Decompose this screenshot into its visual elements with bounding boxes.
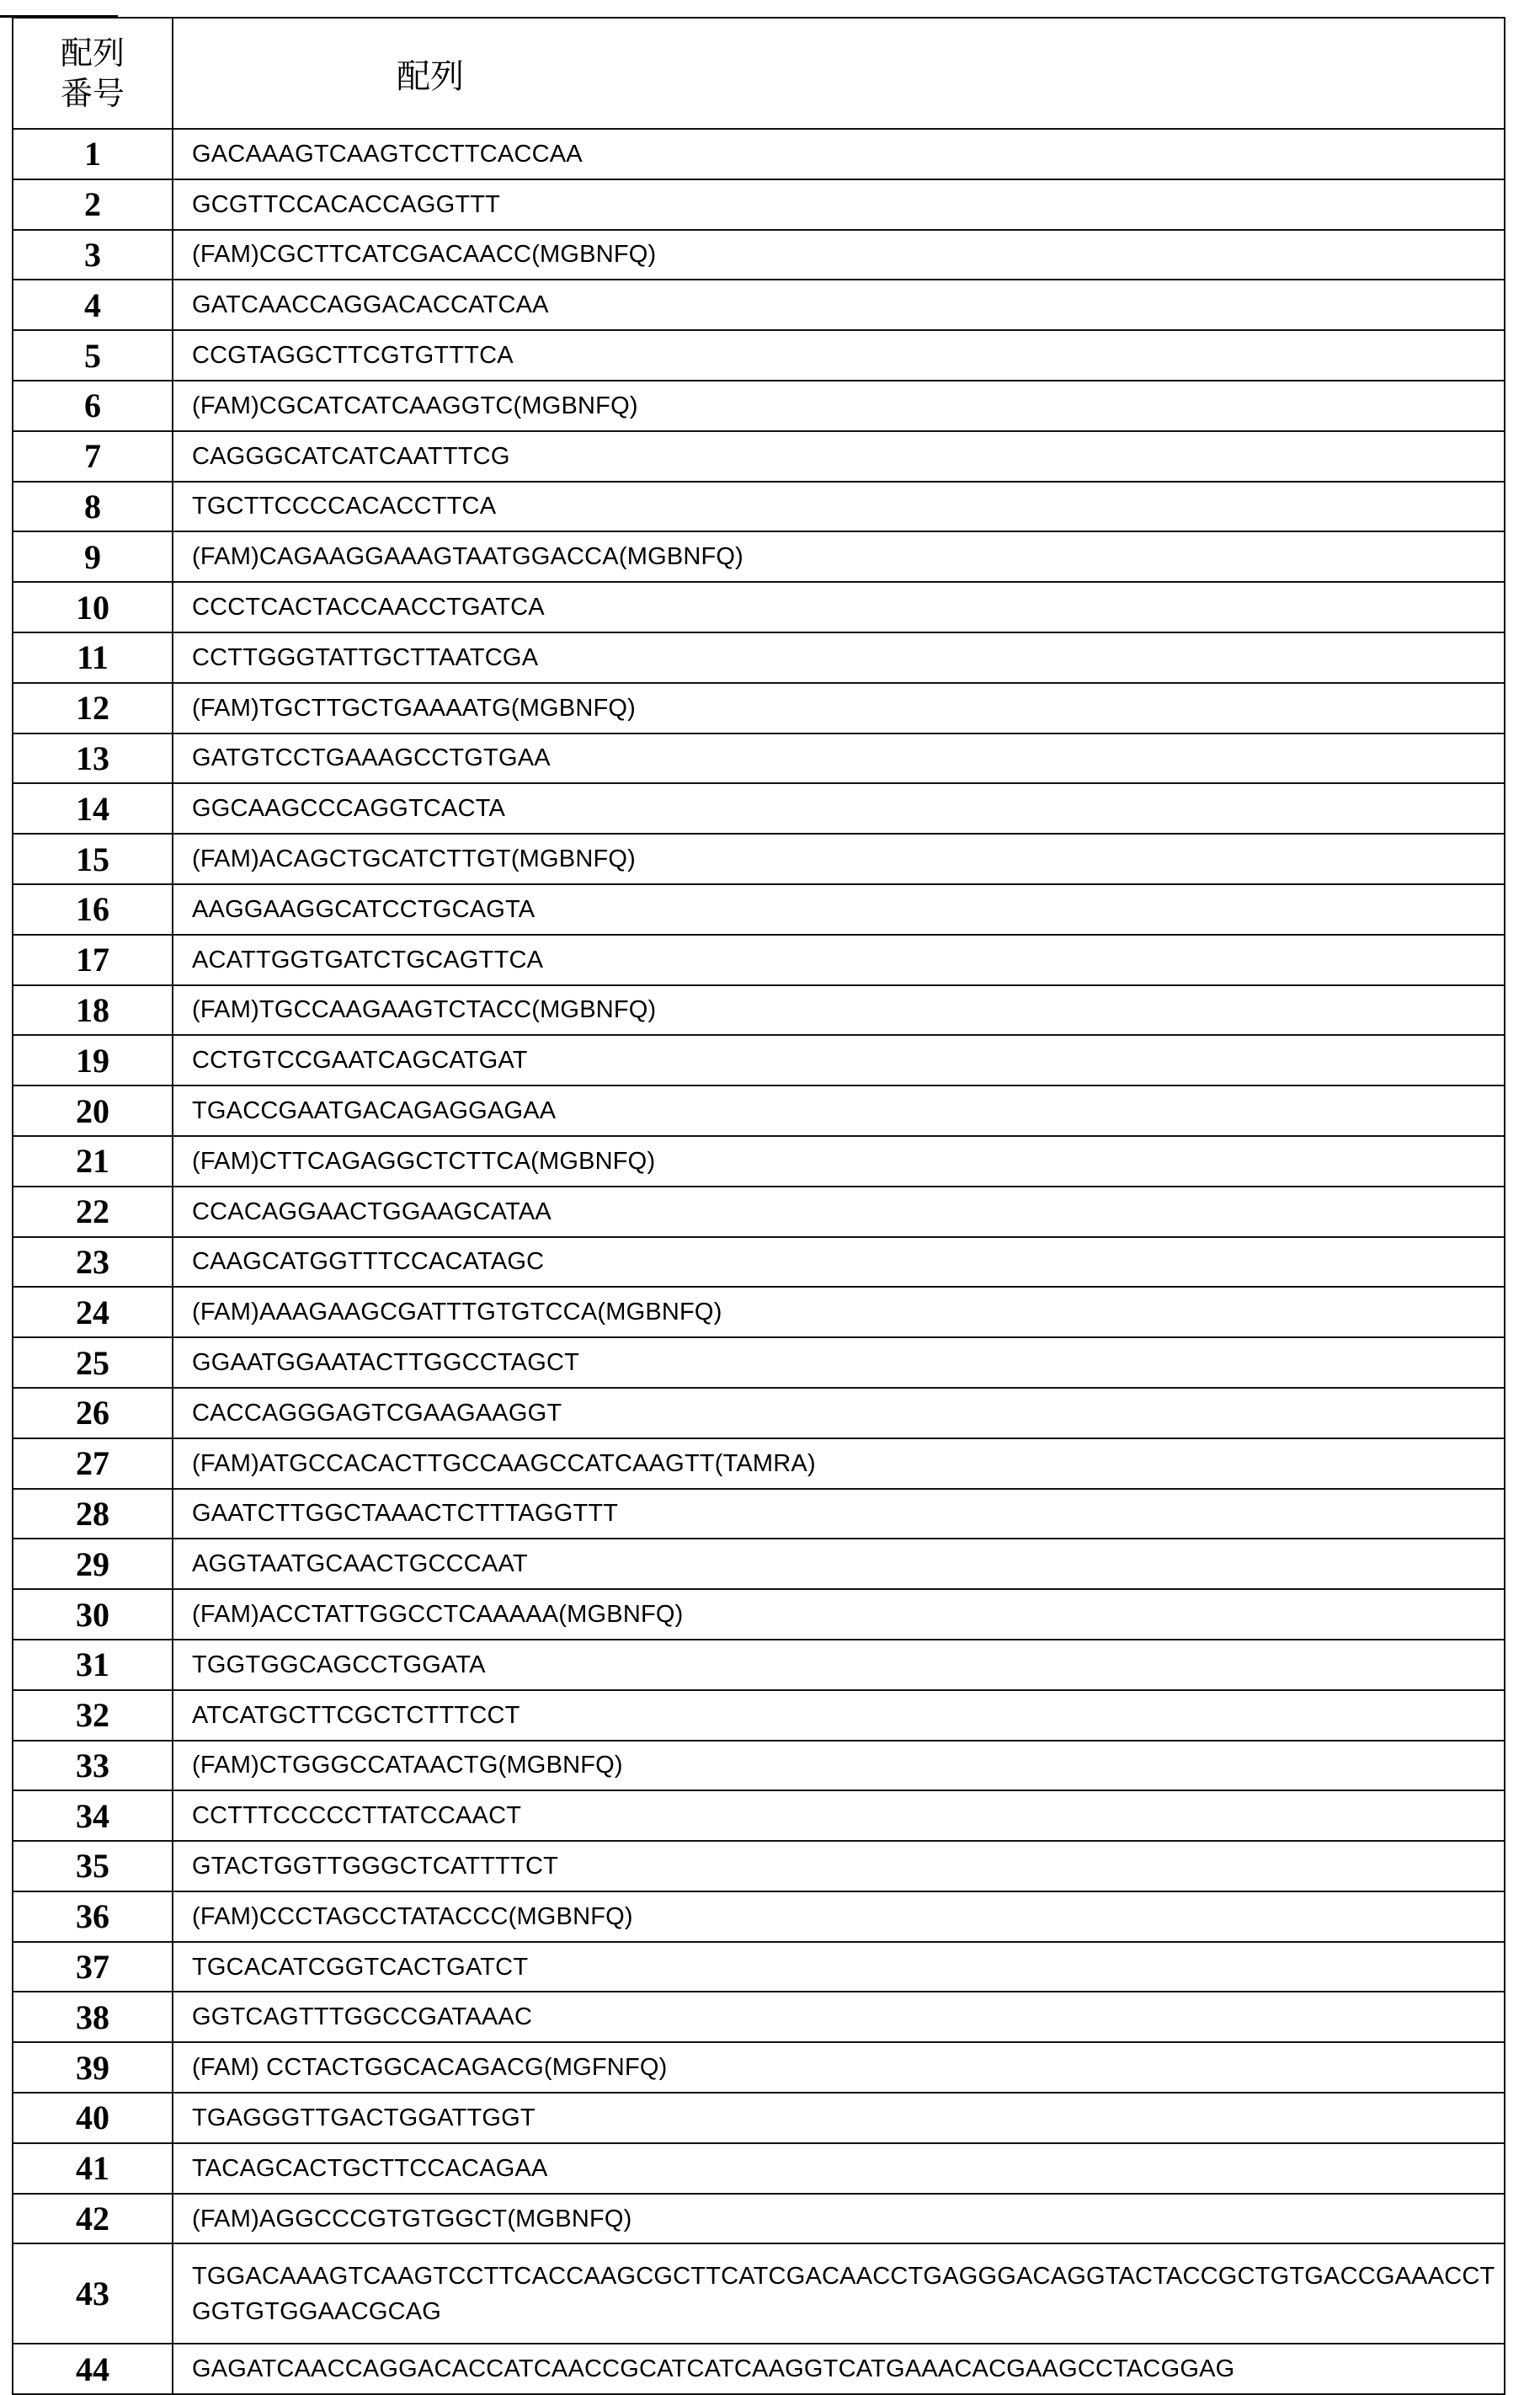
sequence-cell: (FAM)ATGCCACACTTGCCAAGCCATCAAGTT(TAMRA) (173, 1438, 1505, 1489)
table-row (13, 1539, 1505, 1589)
table-row (13, 1337, 1505, 1388)
seq-number-cell: 5 (13, 330, 173, 381)
sequence-cell: CCCTCACTACCAACCTGATCA (173, 582, 1505, 632)
sequence-cell: CAGGGCATCATCAATTTCG (173, 431, 1505, 482)
sequence-cell: (FAM)TGCTTGCTGAAAATG(MGBNFQ) (173, 683, 1505, 733)
table-row (13, 1438, 1505, 1489)
sequence-cell: GAATCTTGGCTAAACTCTTTAGGTTT (173, 1489, 1505, 1539)
table-row (13, 683, 1505, 733)
table-row (13, 1489, 1505, 1539)
table-row (13, 2344, 1505, 2394)
table-header-row (13, 18, 1505, 129)
sequence-cell: AGGTAATGCAACTGCCCAAT (173, 1539, 1505, 1589)
sequence-cell: CCACAGGAACTGGAAGCATAA (173, 1187, 1505, 1237)
sequence-cell: CACCAGGGAGTCGAAGAAGGT (173, 1388, 1505, 1438)
table-row (13, 1741, 1505, 1791)
sequence-cell: GGTCAGTTTGGCCGATAAAC (173, 1992, 1505, 2042)
sequence-cell: GATGTCCTGAAAGCCTGTGAA (173, 733, 1505, 784)
table-row (13, 582, 1505, 632)
table-row (13, 330, 1505, 381)
seq-number-cell: 30 (13, 1589, 173, 1640)
table-row (13, 129, 1505, 179)
table-row (13, 2243, 1505, 2344)
seq-number-cell: 15 (13, 834, 173, 884)
table-row (13, 280, 1505, 330)
table-row (13, 1589, 1505, 1640)
seq-number-cell: 3 (13, 230, 173, 280)
seq-number-cell: 31 (13, 1640, 173, 1690)
sequence-cell: CCTGTCCGAATCAGCATGAT (173, 1035, 1505, 1085)
sequence-cell: TGACCGAATGACAGAGGAGAA (173, 1085, 1505, 1136)
sequence-cell: (FAM)AGGCCCGTGTGGCT(MGBNFQ) (173, 2194, 1505, 2244)
sequence-cell: CCTTTCCCCCTTATCCAACT (173, 1790, 1505, 1841)
table-row (13, 2093, 1505, 2143)
sequence-cell: TACAGCACTGCTTCCACAGAA (173, 2143, 1505, 2194)
seq-number-cell: 1 (13, 129, 173, 179)
sequence-cell: (FAM)CTTCAGAGGCTCTTCA(MGBNFQ) (173, 1136, 1505, 1187)
sequence-cell: TGCACATCGGTCACTGATCT (173, 1942, 1505, 1992)
sequence-cell: (FAM)CGCTTCATCGACAACC(MGBNFQ) (173, 230, 1505, 280)
table-row (13, 1237, 1505, 1288)
table-row (13, 783, 1505, 834)
seq-number-cell: 26 (13, 1388, 173, 1438)
seq-number-cell: 37 (13, 1942, 173, 1992)
sequence-cell: AAGGAAGGCATCCTGCAGTA (173, 884, 1505, 935)
seq-number-cell: 41 (13, 2143, 173, 2194)
table-row (13, 1035, 1505, 1085)
sequence-cell: (FAM)CGCATCATCAAGGTC(MGBNFQ) (173, 381, 1505, 431)
seq-number-cell: 8 (13, 482, 173, 532)
table-row (13, 834, 1505, 884)
table-row (13, 431, 1505, 482)
table-row (13, 884, 1505, 935)
sequence-cell: GACAAAGTCAAGTCCTTCACCAA (173, 129, 1505, 179)
table-row (13, 1841, 1505, 1891)
sequence-cell: GCGTTCCACACCAGGTTT (173, 179, 1505, 230)
table-row (13, 179, 1505, 230)
sequence-cell: CAAGCATGGTTTCCACATAGC (173, 1237, 1505, 1288)
table-row (13, 1790, 1505, 1841)
table-row (13, 2143, 1505, 2194)
table-row (13, 1187, 1505, 1237)
sequence-cell: (FAM)CAGAAGGAAAGTAATGGACCA(MGBNFQ) (173, 531, 1505, 582)
seq-number-cell: 2 (13, 179, 173, 230)
seq-number-cell: 24 (13, 1287, 173, 1337)
sequence-cell: GATCAACCAGGACACCATCAA (173, 280, 1505, 330)
table-row (13, 1287, 1505, 1337)
sequence-cell: CCTTGGGTATTGCTTAATCGA (173, 632, 1505, 683)
sequence-cell: TGAGGGTTGACTGGATTGGT (173, 2093, 1505, 2143)
seq-number-cell: 27 (13, 1438, 173, 1489)
table-row (13, 482, 1505, 532)
table-row (13, 381, 1505, 431)
sequence-cell: GGAATGGAATACTTGGCCTAGCT (173, 1337, 1505, 1388)
table-body (13, 129, 1505, 2394)
sequence-cell: (FAM)TGCCAAGAAGTCTACC(MGBNFQ) (173, 985, 1505, 1036)
table-row (13, 2194, 1505, 2244)
table-row (13, 1640, 1505, 1690)
header-num-line2: 番号 (13, 73, 172, 114)
table-row (13, 985, 1505, 1036)
table-row (13, 1388, 1505, 1438)
seq-number-cell: 23 (13, 1237, 173, 1288)
seq-number-cell: 6 (13, 381, 173, 431)
seq-number-cell: 21 (13, 1136, 173, 1187)
seq-number-cell: 10 (13, 582, 173, 632)
sequence-cell: (FAM)AAAGAAGCGATTTGTGTCCA(MGBNFQ) (173, 1287, 1505, 1337)
seq-number-cell: 42 (13, 2194, 173, 2244)
table-row (13, 1085, 1505, 1136)
table-row (13, 1891, 1505, 1942)
sequence-cell: GGCAAGCCCAGGTCACTA (173, 783, 1505, 834)
seq-number-cell: 19 (13, 1035, 173, 1085)
sequence-cell: TGGACAAAGTCAAGTCCTTCACCAAGCGCTTCATCGACAACCTGAGGGACAGGTACTACCGCTGTGACCGAAACCTGGTGTGGAACGCAG (173, 2243, 1505, 2344)
table-row (13, 1942, 1505, 1992)
column-header-sequence: 配列 (173, 18, 1505, 129)
seq-number-cell: 18 (13, 985, 173, 1036)
seq-number-cell: 4 (13, 280, 173, 330)
seq-number-cell: 25 (13, 1337, 173, 1388)
seq-number-cell: 40 (13, 2093, 173, 2143)
seq-number-cell: 38 (13, 1992, 173, 2042)
seq-number-cell: 14 (13, 783, 173, 834)
table-row (13, 935, 1505, 985)
sequence-cell: (FAM) CCTACTGGCACAGACG(MGFNFQ) (173, 2042, 1505, 2093)
sequence-table (12, 17, 1505, 2395)
seq-number-cell: 34 (13, 1790, 173, 1841)
sequence-cell: TGCTTCCCCACACCTTCA (173, 482, 1505, 532)
column-header-seq-number (13, 18, 173, 129)
sequence-cell: (FAM)ACAGCTGCATCTTGT(MGBNFQ) (173, 834, 1505, 884)
table-row (13, 733, 1505, 784)
sequence-cell: (FAM)CTGGGCCATAACTG(MGBNFQ) (173, 1741, 1505, 1791)
sequence-cell: (FAM)ACCTATTGGCCTCAAAAA(MGBNFQ) (173, 1589, 1505, 1640)
sequence-cell: GAGATCAACCAGGACACCATCAACCGCATCATCAAGGTCATGAAACACGAAGCCTACGGAG (173, 2344, 1505, 2394)
seq-number-cell: 12 (13, 683, 173, 733)
header-num-line1: 配列 (13, 33, 172, 73)
seq-number-cell: 16 (13, 884, 173, 935)
sequence-cell: GTACTGGTTGGGCTCATTTTCT (173, 1841, 1505, 1891)
seq-number-cell: 9 (13, 531, 173, 582)
seq-number-cell: 29 (13, 1539, 173, 1589)
sequence-cell: (FAM)CCCTAGCCTATACCC(MGBNFQ) (173, 1891, 1505, 1942)
sequence-cell: ATCATGCTTCGCTCTTTCCT (173, 1690, 1505, 1741)
table-row (13, 230, 1505, 280)
table-row (13, 1992, 1505, 2042)
seq-number-cell: 36 (13, 1891, 173, 1942)
table-row (13, 1136, 1505, 1187)
seq-number-cell: 17 (13, 935, 173, 985)
seq-number-cell: 11 (13, 632, 173, 683)
seq-number-cell: 39 (13, 2042, 173, 2093)
sequence-cell: TGGTGGCAGCCTGGATA (173, 1640, 1505, 1690)
table-row (13, 632, 1505, 683)
seq-number-cell: 32 (13, 1690, 173, 1741)
sequence-cell: ACATTGGTGATCTGCAGTTCA (173, 935, 1505, 985)
sequence-cell: CCGTAGGCTTCGTGTTTCA (173, 330, 1505, 381)
seq-number-cell: 43 (13, 2243, 173, 2344)
table-row (13, 531, 1505, 582)
seq-number-cell: 13 (13, 733, 173, 784)
seq-number-cell: 22 (13, 1187, 173, 1237)
seq-number-cell: 28 (13, 1489, 173, 1539)
table-row (13, 2042, 1505, 2093)
seq-number-cell: 33 (13, 1741, 173, 1791)
seq-number-cell: 44 (13, 2344, 173, 2394)
seq-number-cell: 35 (13, 1841, 173, 1891)
seq-number-cell: 20 (13, 1085, 173, 1136)
table-row (13, 1690, 1505, 1741)
seq-number-cell: 7 (13, 431, 173, 482)
